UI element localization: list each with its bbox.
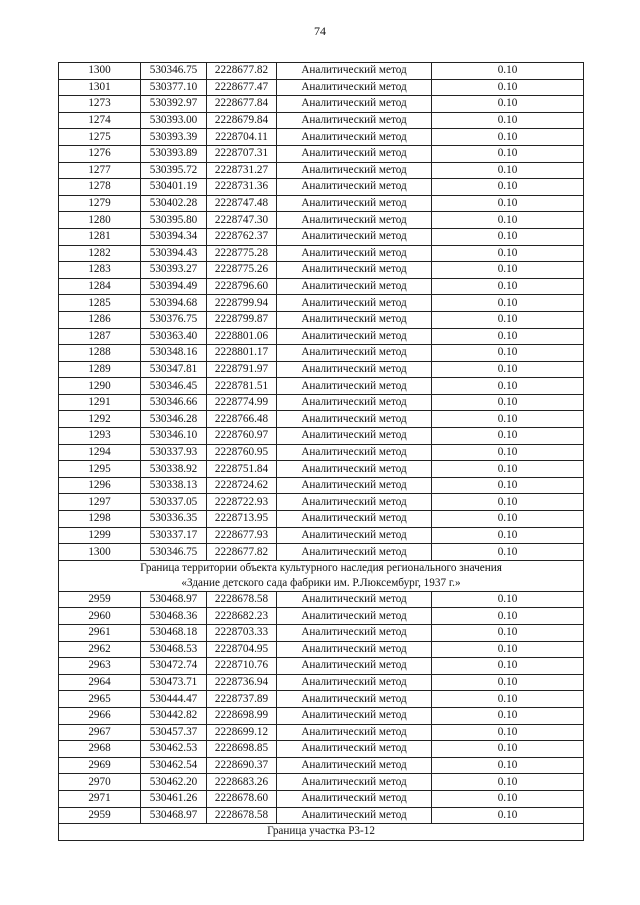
table-row xyxy=(59,245,584,262)
method-cell: Аналитический метод xyxy=(277,63,432,80)
accuracy-cell: 0.10 xyxy=(432,328,584,345)
point-number-cell: 2960 xyxy=(59,608,141,625)
point-number-cell: 1293 xyxy=(59,428,141,445)
table-row xyxy=(59,162,584,179)
y-coordinate-cell: 2228775.28 xyxy=(207,245,277,262)
x-coordinate-cell: 530393.89 xyxy=(141,145,207,162)
x-coordinate-cell: 530376.75 xyxy=(141,311,207,328)
table-row xyxy=(59,129,584,146)
table-row xyxy=(59,361,584,378)
point-number-cell: 1279 xyxy=(59,195,141,212)
point-number-cell: 1291 xyxy=(59,394,141,411)
y-coordinate-cell: 2228713.95 xyxy=(207,511,277,528)
point-number-cell: 2971 xyxy=(59,790,141,807)
point-number-cell: 1283 xyxy=(59,262,141,279)
method-cell: Аналитический метод xyxy=(277,96,432,113)
footer-row xyxy=(59,824,584,841)
table-row xyxy=(59,311,584,328)
accuracy-cell: 0.10 xyxy=(432,658,584,675)
table-row xyxy=(59,774,584,791)
x-coordinate-cell: 530402.28 xyxy=(141,195,207,212)
y-coordinate-cell: 2228796.60 xyxy=(207,278,277,295)
method-cell: Аналитический метод xyxy=(277,807,432,824)
method-cell: Аналитический метод xyxy=(277,707,432,724)
point-number-cell: 1298 xyxy=(59,511,141,528)
x-coordinate-cell: 530337.93 xyxy=(141,444,207,461)
method-cell: Аналитический метод xyxy=(277,162,432,179)
section-heading-line1: Граница территории объекта культурного наследия регионального значения xyxy=(140,561,502,574)
accuracy-cell: 0.10 xyxy=(432,245,584,262)
table-row xyxy=(59,741,584,758)
y-coordinate-cell: 2228781.51 xyxy=(207,378,277,395)
accuracy-cell: 0.10 xyxy=(432,411,584,428)
method-cell: Аналитический метод xyxy=(277,494,432,511)
y-coordinate-cell: 2228677.82 xyxy=(207,63,277,80)
y-coordinate-cell: 2228751.84 xyxy=(207,461,277,478)
y-coordinate-cell: 2228722.93 xyxy=(207,494,277,511)
point-number-cell: 1299 xyxy=(59,527,141,544)
point-number-cell: 1287 xyxy=(59,328,141,345)
y-coordinate-cell: 2228704.11 xyxy=(207,129,277,146)
point-number-cell: 1300 xyxy=(59,544,141,561)
point-number-cell: 2959 xyxy=(59,591,141,608)
point-number-cell: 1300 xyxy=(59,63,141,80)
point-number-cell: 1275 xyxy=(59,129,141,146)
method-cell: Аналитический метод xyxy=(277,179,432,196)
x-coordinate-cell: 530338.13 xyxy=(141,477,207,494)
table-row xyxy=(59,494,584,511)
y-coordinate-cell: 2228737.89 xyxy=(207,691,277,708)
accuracy-cell: 0.10 xyxy=(432,428,584,445)
method-cell: Аналитический метод xyxy=(277,741,432,758)
y-coordinate-cell: 2228698.85 xyxy=(207,741,277,758)
point-number-cell: 1280 xyxy=(59,212,141,229)
point-number-cell: 1295 xyxy=(59,461,141,478)
y-coordinate-cell: 2228791.97 xyxy=(207,361,277,378)
x-coordinate-cell: 530346.66 xyxy=(141,394,207,411)
accuracy-cell: 0.10 xyxy=(432,112,584,129)
y-coordinate-cell: 2228682.23 xyxy=(207,608,277,625)
method-cell: Аналитический метод xyxy=(277,511,432,528)
table-row xyxy=(59,641,584,658)
point-number-cell: 2964 xyxy=(59,674,141,691)
y-coordinate-cell: 2228724.62 xyxy=(207,477,277,494)
point-number-cell: 1292 xyxy=(59,411,141,428)
x-coordinate-cell: 530393.39 xyxy=(141,129,207,146)
x-coordinate-cell: 530346.10 xyxy=(141,428,207,445)
point-number-cell: 1278 xyxy=(59,179,141,196)
accuracy-cell: 0.10 xyxy=(432,790,584,807)
table-row xyxy=(59,625,584,642)
table-row xyxy=(59,79,584,96)
table-row xyxy=(59,179,584,196)
method-cell: Аналитический метод xyxy=(277,477,432,494)
table-row xyxy=(59,707,584,724)
table-row xyxy=(59,212,584,229)
method-cell: Аналитический метод xyxy=(277,228,432,245)
y-coordinate-cell: 2228679.84 xyxy=(207,112,277,129)
x-coordinate-cell: 530346.75 xyxy=(141,63,207,80)
y-coordinate-cell: 2228678.58 xyxy=(207,591,277,608)
y-coordinate-cell: 2228710.76 xyxy=(207,658,277,675)
accuracy-cell: 0.10 xyxy=(432,378,584,395)
method-cell: Аналитический метод xyxy=(277,625,432,642)
accuracy-cell: 0.10 xyxy=(432,691,584,708)
table-row xyxy=(59,328,584,345)
coordinates-group-part2 xyxy=(59,591,584,823)
table-row xyxy=(59,145,584,162)
table-row xyxy=(59,345,584,362)
table-row xyxy=(59,428,584,445)
point-number-cell: 1273 xyxy=(59,96,141,113)
method-cell: Аналитический метод xyxy=(277,79,432,96)
method-cell: Аналитический метод xyxy=(277,411,432,428)
x-coordinate-cell: 530348.16 xyxy=(141,345,207,362)
method-cell: Аналитический метод xyxy=(277,774,432,791)
x-coordinate-cell: 530394.34 xyxy=(141,228,207,245)
x-coordinate-cell: 530392.97 xyxy=(141,96,207,113)
y-coordinate-cell: 2228683.26 xyxy=(207,774,277,791)
point-number-cell: 2961 xyxy=(59,625,141,642)
point-number-cell: 1282 xyxy=(59,245,141,262)
x-coordinate-cell: 530346.45 xyxy=(141,378,207,395)
x-coordinate-cell: 530468.53 xyxy=(141,641,207,658)
method-cell: Аналитический метод xyxy=(277,278,432,295)
method-cell: Аналитический метод xyxy=(277,394,432,411)
accuracy-cell: 0.10 xyxy=(432,544,584,561)
table-row xyxy=(59,807,584,824)
y-coordinate-cell: 2228690.37 xyxy=(207,757,277,774)
x-coordinate-cell: 530346.75 xyxy=(141,544,207,561)
method-cell: Аналитический метод xyxy=(277,129,432,146)
accuracy-cell: 0.10 xyxy=(432,757,584,774)
method-cell: Аналитический метод xyxy=(277,428,432,445)
table-row xyxy=(59,96,584,113)
accuracy-cell: 0.10 xyxy=(432,129,584,146)
accuracy-cell: 0.10 xyxy=(432,608,584,625)
point-number-cell: 1290 xyxy=(59,378,141,395)
accuracy-cell: 0.10 xyxy=(432,641,584,658)
x-coordinate-cell: 530461.26 xyxy=(141,790,207,807)
accuracy-cell: 0.10 xyxy=(432,79,584,96)
y-coordinate-cell: 2228801.17 xyxy=(207,345,277,362)
x-coordinate-cell: 530377.10 xyxy=(141,79,207,96)
x-coordinate-cell: 530394.49 xyxy=(141,278,207,295)
y-coordinate-cell: 2228677.93 xyxy=(207,527,277,544)
accuracy-cell: 0.10 xyxy=(432,724,584,741)
y-coordinate-cell: 2228677.82 xyxy=(207,544,277,561)
table-row xyxy=(59,790,584,807)
page-number: 74 xyxy=(314,24,326,38)
method-cell: Аналитический метод xyxy=(277,790,432,807)
x-coordinate-cell: 530337.05 xyxy=(141,494,207,511)
method-cell: Аналитический метод xyxy=(277,345,432,362)
x-coordinate-cell: 530337.17 xyxy=(141,527,207,544)
table-row xyxy=(59,477,584,494)
accuracy-cell: 0.10 xyxy=(432,774,584,791)
method-cell: Аналитический метод xyxy=(277,658,432,675)
method-cell: Аналитический метод xyxy=(277,295,432,312)
x-coordinate-cell: 530472.74 xyxy=(141,658,207,675)
accuracy-cell: 0.10 xyxy=(432,477,584,494)
accuracy-cell: 0.10 xyxy=(432,461,584,478)
method-cell: Аналитический метод xyxy=(277,608,432,625)
method-cell: Аналитический метод xyxy=(277,378,432,395)
y-coordinate-cell: 2228801.06 xyxy=(207,328,277,345)
x-coordinate-cell: 530401.19 xyxy=(141,179,207,196)
y-coordinate-cell: 2228678.60 xyxy=(207,790,277,807)
method-cell: Аналитический метод xyxy=(277,461,432,478)
coordinates-group-part1 xyxy=(59,63,584,561)
accuracy-cell: 0.10 xyxy=(432,361,584,378)
y-coordinate-cell: 2228747.30 xyxy=(207,212,277,229)
accuracy-cell: 0.10 xyxy=(432,228,584,245)
method-cell: Аналитический метод xyxy=(277,591,432,608)
footer-group xyxy=(59,824,584,841)
footer-note: Граница участка Р3-12 xyxy=(59,824,584,841)
x-coordinate-cell: 530394.68 xyxy=(141,295,207,312)
point-number-cell: 1297 xyxy=(59,494,141,511)
point-number-cell: 1301 xyxy=(59,79,141,96)
x-coordinate-cell: 530444.47 xyxy=(141,691,207,708)
method-cell: Аналитический метод xyxy=(277,212,432,229)
point-number-cell: 2959 xyxy=(59,807,141,824)
point-number-cell: 1294 xyxy=(59,444,141,461)
accuracy-cell: 0.10 xyxy=(432,527,584,544)
section-heading-row xyxy=(59,560,584,591)
y-coordinate-cell: 2228799.87 xyxy=(207,311,277,328)
table-row xyxy=(59,674,584,691)
x-coordinate-cell: 530393.27 xyxy=(141,262,207,279)
x-coordinate-cell: 530462.20 xyxy=(141,774,207,791)
x-coordinate-cell: 530462.54 xyxy=(141,757,207,774)
accuracy-cell: 0.10 xyxy=(432,494,584,511)
x-coordinate-cell: 530468.18 xyxy=(141,625,207,642)
table-row xyxy=(59,195,584,212)
y-coordinate-cell: 2228762.37 xyxy=(207,228,277,245)
accuracy-cell: 0.10 xyxy=(432,707,584,724)
y-coordinate-cell: 2228678.58 xyxy=(207,807,277,824)
accuracy-cell: 0.10 xyxy=(432,145,584,162)
table-row xyxy=(59,378,584,395)
method-cell: Аналитический метод xyxy=(277,311,432,328)
section-heading xyxy=(59,560,584,591)
method-cell: Аналитический метод xyxy=(277,245,432,262)
accuracy-cell: 0.10 xyxy=(432,63,584,80)
y-coordinate-cell: 2228698.99 xyxy=(207,707,277,724)
table-row xyxy=(59,278,584,295)
table-row xyxy=(59,394,584,411)
x-coordinate-cell: 530462.53 xyxy=(141,741,207,758)
y-coordinate-cell: 2228774.99 xyxy=(207,394,277,411)
method-cell: Аналитический метод xyxy=(277,757,432,774)
accuracy-cell: 0.10 xyxy=(432,262,584,279)
x-coordinate-cell: 530442.82 xyxy=(141,707,207,724)
table-row xyxy=(59,691,584,708)
y-coordinate-cell: 2228766.48 xyxy=(207,411,277,428)
accuracy-cell: 0.10 xyxy=(432,345,584,362)
method-cell: Аналитический метод xyxy=(277,361,432,378)
point-number-cell: 1276 xyxy=(59,145,141,162)
accuracy-cell: 0.10 xyxy=(432,179,584,196)
table-row xyxy=(59,295,584,312)
y-coordinate-cell: 2228747.48 xyxy=(207,195,277,212)
y-coordinate-cell: 2228699.12 xyxy=(207,724,277,741)
accuracy-cell: 0.10 xyxy=(432,511,584,528)
method-cell: Аналитический метод xyxy=(277,444,432,461)
table-row xyxy=(59,527,584,544)
accuracy-cell: 0.10 xyxy=(432,807,584,824)
accuracy-cell: 0.10 xyxy=(432,295,584,312)
section-heading-group xyxy=(59,560,584,591)
table-row xyxy=(59,63,584,80)
accuracy-cell: 0.10 xyxy=(432,195,584,212)
method-cell: Аналитический метод xyxy=(277,195,432,212)
x-coordinate-cell: 530468.97 xyxy=(141,591,207,608)
accuracy-cell: 0.10 xyxy=(432,741,584,758)
method-cell: Аналитический метод xyxy=(277,328,432,345)
point-number-cell: 1285 xyxy=(59,295,141,312)
point-number-cell: 1274 xyxy=(59,112,141,129)
table-row xyxy=(59,262,584,279)
y-coordinate-cell: 2228760.95 xyxy=(207,444,277,461)
point-number-cell: 1286 xyxy=(59,311,141,328)
table-row xyxy=(59,411,584,428)
point-number-cell: 2970 xyxy=(59,774,141,791)
table-row xyxy=(59,461,584,478)
y-coordinate-cell: 2228704.95 xyxy=(207,641,277,658)
point-number-cell: 1284 xyxy=(59,278,141,295)
x-coordinate-cell: 530468.97 xyxy=(141,807,207,824)
accuracy-cell: 0.10 xyxy=(432,625,584,642)
method-cell: Аналитический метод xyxy=(277,544,432,561)
method-cell: Аналитический метод xyxy=(277,724,432,741)
accuracy-cell: 0.10 xyxy=(432,278,584,295)
accuracy-cell: 0.10 xyxy=(432,394,584,411)
x-coordinate-cell: 530346.28 xyxy=(141,411,207,428)
x-coordinate-cell: 530468.36 xyxy=(141,608,207,625)
table-row xyxy=(59,511,584,528)
x-coordinate-cell: 530473.71 xyxy=(141,674,207,691)
accuracy-cell: 0.10 xyxy=(432,311,584,328)
point-number-cell: 2966 xyxy=(59,707,141,724)
x-coordinate-cell: 530457.37 xyxy=(141,724,207,741)
method-cell: Аналитический метод xyxy=(277,262,432,279)
table-row xyxy=(59,544,584,561)
point-number-cell: 1281 xyxy=(59,228,141,245)
y-coordinate-cell: 2228703.33 xyxy=(207,625,277,642)
accuracy-cell: 0.10 xyxy=(432,96,584,113)
y-coordinate-cell: 2228731.36 xyxy=(207,179,277,196)
method-cell: Аналитический метод xyxy=(277,145,432,162)
x-coordinate-cell: 530338.92 xyxy=(141,461,207,478)
y-coordinate-cell: 2228736.94 xyxy=(207,674,277,691)
y-coordinate-cell: 2228799.94 xyxy=(207,295,277,312)
table-row xyxy=(59,112,584,129)
accuracy-cell: 0.10 xyxy=(432,444,584,461)
y-coordinate-cell: 2228760.97 xyxy=(207,428,277,445)
method-cell: Аналитический метод xyxy=(277,527,432,544)
table-row xyxy=(59,658,584,675)
x-coordinate-cell: 530347.81 xyxy=(141,361,207,378)
y-coordinate-cell: 2228775.26 xyxy=(207,262,277,279)
table-row xyxy=(59,444,584,461)
method-cell: Аналитический метод xyxy=(277,674,432,691)
point-number-cell: 2965 xyxy=(59,691,141,708)
point-number-cell: 2969 xyxy=(59,757,141,774)
method-cell: Аналитический метод xyxy=(277,691,432,708)
y-coordinate-cell: 2228707.31 xyxy=(207,145,277,162)
y-coordinate-cell: 2228677.47 xyxy=(207,79,277,96)
point-number-cell: 2968 xyxy=(59,741,141,758)
table-row xyxy=(59,608,584,625)
accuracy-cell: 0.10 xyxy=(432,591,584,608)
y-coordinate-cell: 2228677.84 xyxy=(207,96,277,113)
point-number-cell: 2963 xyxy=(59,658,141,675)
section-heading-line2: «Здание детского сада фабрики им. Р.Люксембург, 1937 г.» xyxy=(181,576,461,589)
point-number-cell: 1296 xyxy=(59,477,141,494)
accuracy-cell: 0.10 xyxy=(432,162,584,179)
point-number-cell: 1277 xyxy=(59,162,141,179)
x-coordinate-cell: 530395.80 xyxy=(141,212,207,229)
coordinates-table xyxy=(58,62,584,841)
x-coordinate-cell: 530394.43 xyxy=(141,245,207,262)
table-row xyxy=(59,228,584,245)
point-number-cell: 2967 xyxy=(59,724,141,741)
method-cell: Аналитический метод xyxy=(277,641,432,658)
point-number-cell: 1289 xyxy=(59,361,141,378)
accuracy-cell: 0.10 xyxy=(432,674,584,691)
x-coordinate-cell: 530395.72 xyxy=(141,162,207,179)
point-number-cell: 1288 xyxy=(59,345,141,362)
table-row xyxy=(59,757,584,774)
x-coordinate-cell: 530363.40 xyxy=(141,328,207,345)
table-row xyxy=(59,591,584,608)
table-row xyxy=(59,724,584,741)
x-coordinate-cell: 530393.00 xyxy=(141,112,207,129)
point-number-cell: 2962 xyxy=(59,641,141,658)
x-coordinate-cell: 530336.35 xyxy=(141,511,207,528)
accuracy-cell: 0.10 xyxy=(432,212,584,229)
method-cell: Аналитический метод xyxy=(277,112,432,129)
y-coordinate-cell: 2228731.27 xyxy=(207,162,277,179)
